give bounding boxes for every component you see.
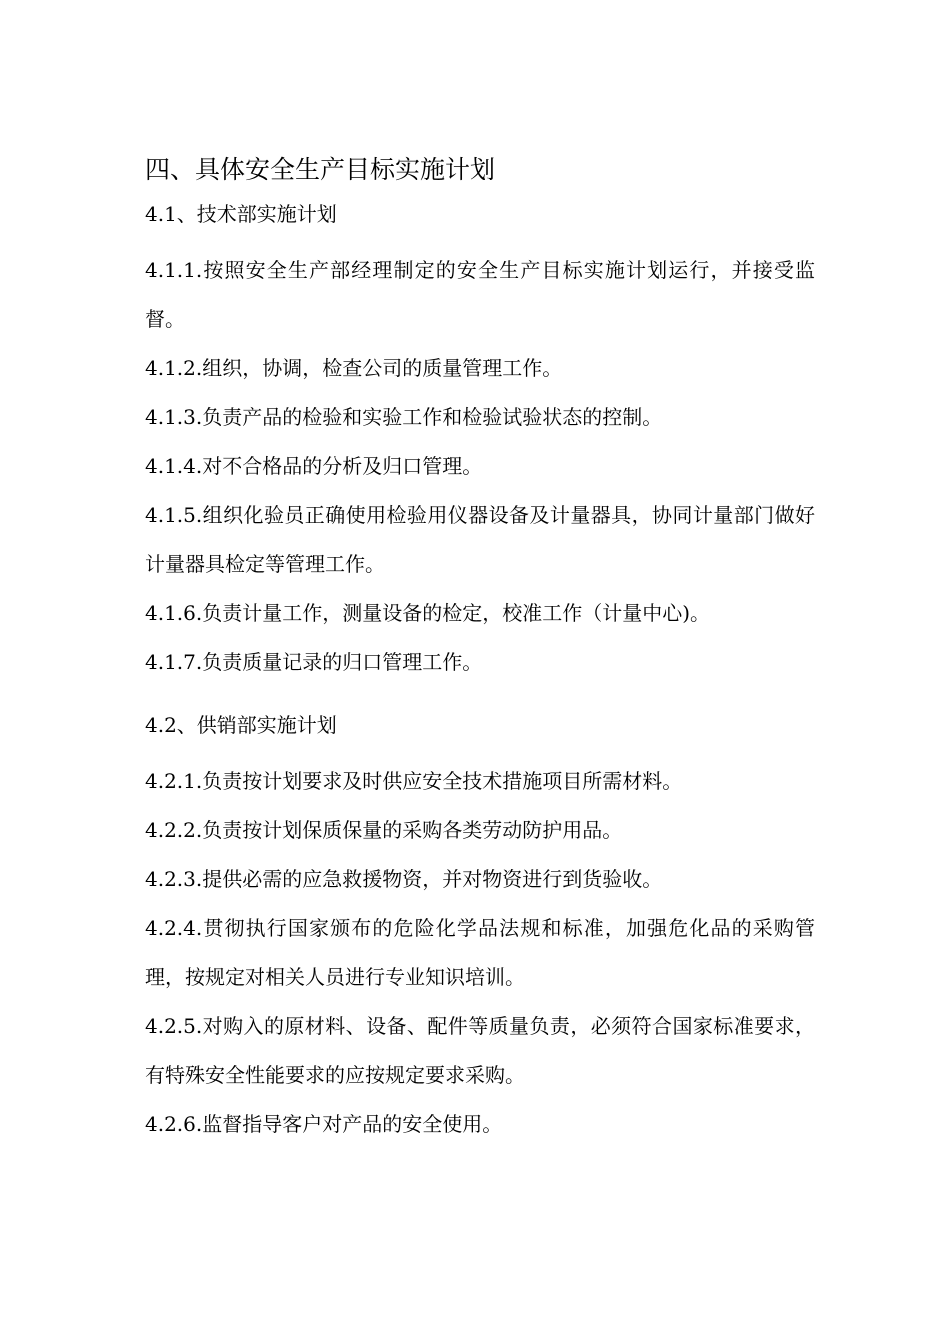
section-supply-sales-dept bbox=[145, 707, 815, 1149]
list-item: 4.1.5.组织化验员正确使用检验用仪器设备及计量器具，协同计量部门做好计量器具检定等管理工作。 bbox=[145, 503, 815, 576]
list-item: 4.2.4.贯彻执行国家颁布的危险化学品法规和标准，加强危化品的采购管理，按规定对相关人员进行专业知识培训。 bbox=[145, 916, 815, 989]
list-item: 4.2.1.负责按计划要求及时供应安全技术措施项目所需材料。 bbox=[145, 769, 683, 793]
list-item: 4.1.3.负责产品的检验和实验工作和检验试验状态的控制。 bbox=[145, 405, 663, 429]
list-item: 4.2.2.负责按计划保质保量的采购各类劳动防护用品。 bbox=[145, 818, 623, 842]
document-title: 四、具体安全生产目标实施计划 bbox=[145, 155, 496, 184]
list-item: 4.1.2.组织，协调，检查公司的质量管理工作。 bbox=[145, 356, 563, 380]
document-body bbox=[145, 150, 815, 1149]
section-heading: 4.1、技术部实施计划 bbox=[145, 202, 337, 226]
list-item: 4.1.6.负责计量工作，测量设备的检定，校准工作（计量中心)。 bbox=[145, 601, 711, 625]
list-item: 4.1.7.负责质量记录的归口管理工作。 bbox=[145, 650, 483, 674]
list-item: 4.2.3.提供必需的应急救援物资，并对物资进行到货验收。 bbox=[145, 867, 663, 891]
list-item: 4.2.5.对购入的原材料、设备、配件等质量负责，必须符合国家标准要求，有特殊安全性能要求的应按规定要求采购。 bbox=[145, 1014, 815, 1087]
section-technical-dept bbox=[145, 196, 815, 687]
list-item: 4.2.6.监督指导客户对产品的安全使用。 bbox=[145, 1112, 503, 1136]
section-spacer bbox=[145, 687, 815, 707]
section-heading: 4.2、供销部实施计划 bbox=[145, 713, 337, 737]
list-item: 4.1.4.对不合格品的分析及归口管理。 bbox=[145, 454, 483, 478]
list-item: 4.1.1.按照安全生产部经理制定的安全生产目标实施计划运行，并接受监督。 bbox=[145, 258, 815, 331]
